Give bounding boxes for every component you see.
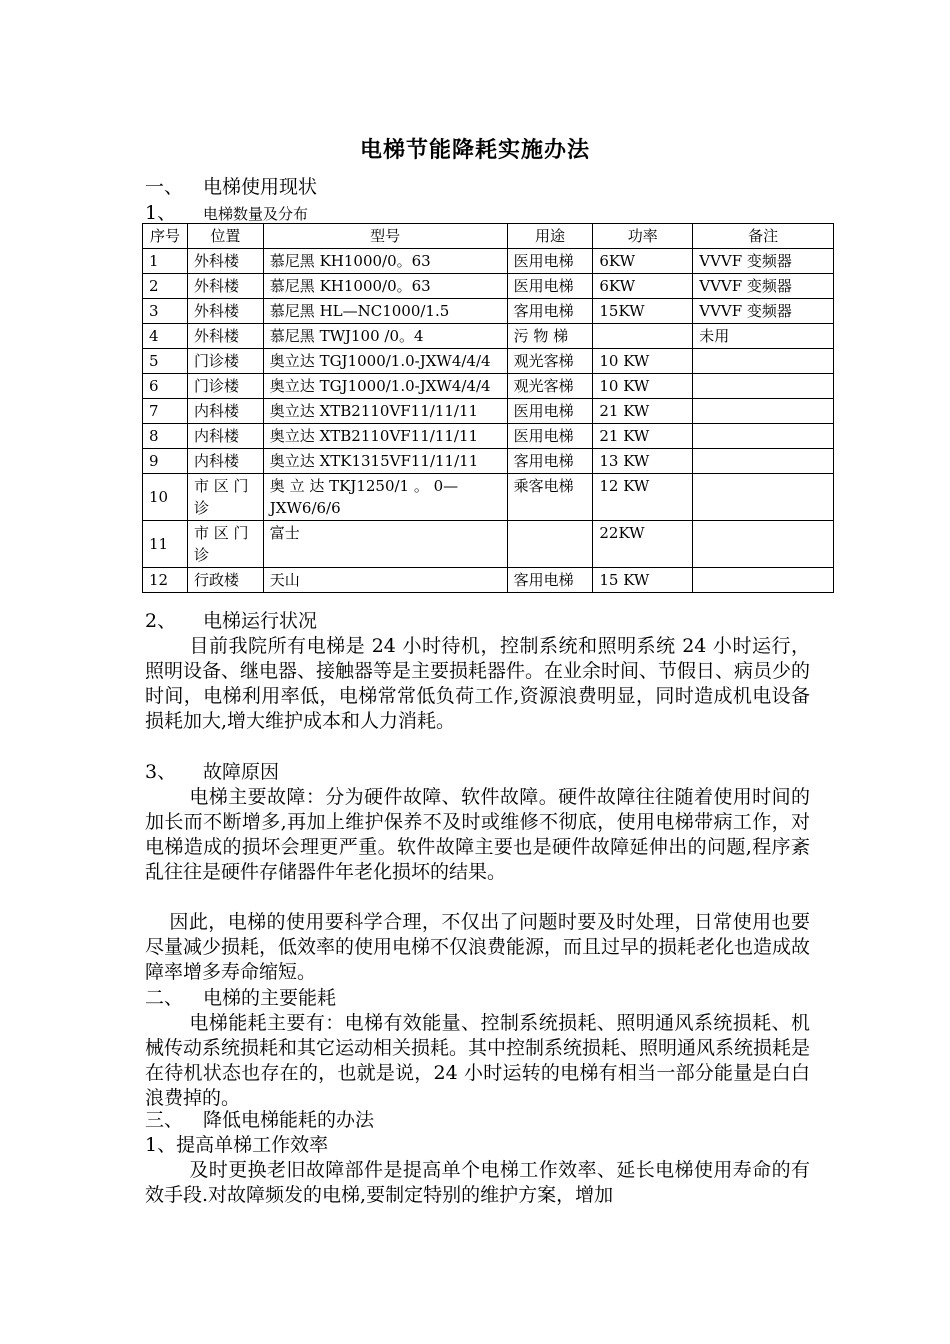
cell-remark (693, 449, 834, 474)
paragraph-text: 目前我院所有电梯是 24 小时待机，控制系统和照明系统 24 小时运行，照明设备、继电器、接触器等是主要损耗器件。在业余时间、节假日、病员少的时间，电梯利用率低，电梯常常低负荷工作,资源浪费明显，同时造成机电设备损耗加大,增大维护成本和人力消耗。 (145, 635, 811, 732)
table-row (143, 374, 834, 399)
subsection-number: 1、 (145, 202, 177, 224)
subsection-heading-1-2 (145, 608, 317, 634)
cell-number: 8 (143, 424, 188, 449)
paragraph-text: 及时更换老旧故障部件是提高单个电梯工作效率、延长电梯使用寿命的有效手段.对故障频发的电梯,要制定特别的维护方案，增加 (145, 1159, 810, 1206)
cell-remark (693, 399, 834, 424)
cell-number: 4 (143, 324, 188, 349)
cell-model: 慕尼黑 TWJ100 /0。4 (263, 324, 507, 349)
cell-model: 慕尼黑 KH1000/0。63 (263, 249, 507, 274)
table-row (143, 568, 834, 593)
header-cell: 位置 (187, 224, 263, 249)
subsection-label: 电梯数量及分布 (203, 205, 309, 223)
cell-number: 10 (143, 474, 188, 521)
table-header-row (143, 224, 834, 249)
cell-usage: 医用电梯 (507, 399, 593, 424)
paragraph-text: 因此，电梯的使用要科学合理，不仅出了问题时要及时处理，日常使用也要尽量减少损耗，低效率的使用电梯不仅浪费能源，而且过早的损耗老化也造成故障率增多寿命缩短。 (145, 911, 811, 983)
section-heading-2 (145, 985, 336, 1011)
table-row (143, 299, 834, 324)
cell-power: 6KW (593, 249, 693, 274)
cell-power: 6KW (593, 274, 693, 299)
cell-number: 7 (143, 399, 188, 424)
cell-number: 2 (143, 274, 188, 299)
cell-model: 慕尼黑 HL—NC1000/1.5 (263, 299, 507, 324)
table-row (143, 249, 834, 274)
cell-location: 内科楼 (187, 424, 263, 449)
cell-location: 外科楼 (187, 249, 263, 274)
section-label: 电梯使用现状 (203, 176, 318, 198)
cell-model: 奥立达 XTK1315VF11/11/11 (263, 449, 507, 474)
table-row (143, 349, 834, 374)
cell-number: 1 (143, 249, 188, 274)
paragraph-therefore (145, 910, 810, 985)
cell-number: 3 (143, 299, 188, 324)
header-cell: 型号 (263, 224, 507, 249)
cell-usage: 客用电梯 (507, 449, 593, 474)
cell-number: 9 (143, 449, 188, 474)
cell-usage: 医用电梯 (507, 249, 593, 274)
cell-location: 外科楼 (187, 299, 263, 324)
cell-remark: VVVF 变频器 (693, 274, 834, 299)
cell-location: 市 区 门 诊 (187, 521, 263, 568)
cell-model: 天山 (263, 568, 507, 593)
cell-power: 12 KW (593, 474, 693, 521)
cell-power: 21 KW (593, 399, 693, 424)
cell-power: 22KW (593, 521, 693, 568)
section-label: 降低电梯能耗的办法 (203, 1109, 375, 1131)
cell-model: 富士 (263, 521, 507, 568)
elevator-table (142, 223, 834, 593)
table-row (143, 274, 834, 299)
cell-power: 15KW (593, 299, 693, 324)
table-row (143, 474, 834, 521)
cell-model: 奥立达 TGJ1000/1.0-JXW4/4/4 (263, 374, 507, 399)
section-heading-1 (145, 174, 317, 200)
cell-location: 内科楼 (187, 449, 263, 474)
cell-model: 慕尼黑 KH1000/0。63 (263, 274, 507, 299)
cell-remark (693, 521, 834, 568)
document-title: 电梯节能降耗实施办法 (359, 137, 590, 163)
section-number: 一、 (145, 176, 184, 198)
table-row (143, 324, 834, 349)
paragraph-operation (145, 634, 810, 734)
cell-location: 内科楼 (187, 399, 263, 424)
subsection-label: 故障原因 (203, 761, 280, 783)
table-row (143, 424, 834, 449)
header-cell: 用途 (507, 224, 593, 249)
cell-power: 15 KW (593, 568, 693, 593)
cell-number: 5 (143, 349, 188, 374)
cell-remark (693, 568, 834, 593)
header-cell: 功率 (593, 224, 693, 249)
paragraph-energy (145, 1011, 810, 1111)
cell-usage: 客用电梯 (507, 568, 593, 593)
table-row (143, 449, 834, 474)
subsection-number: 3、 (145, 761, 177, 783)
cell-usage: 医用电梯 (507, 274, 593, 299)
cell-usage (507, 521, 593, 568)
cell-usage: 观光客梯 (507, 374, 593, 399)
cell-usage: 污 物 梯 (507, 324, 593, 349)
cell-power (593, 324, 693, 349)
cell-remark (693, 474, 834, 521)
header-cell: 序号 (143, 224, 188, 249)
cell-remark (693, 349, 834, 374)
cell-power: 13 KW (593, 449, 693, 474)
paragraph-faults (145, 785, 810, 885)
table-row (143, 399, 834, 424)
subsection-label: 1、提高单梯工作效率 (145, 1134, 329, 1156)
cell-number: 12 (143, 568, 188, 593)
section-number: 三、 (145, 1109, 184, 1131)
cell-model: 奥 立 达 TKJ1250/1 。 0—JXW6/6/6 (263, 474, 507, 521)
cell-usage: 医用电梯 (507, 424, 593, 449)
header-cell: 备注 (693, 224, 834, 249)
cell-model: 奥立达 XTB2110VF11/11/11 (263, 399, 507, 424)
cell-model: 奥立达 TGJ1000/1.0-JXW4/4/4 (263, 349, 507, 374)
paragraph-text: 电梯主要故障：分为硬件故障、软件故障。硬件故障往往随着使用时间的加长而不断增多,再加上维护保养不及时或维修不彻底，使用电梯带病工作，对电梯造成的损坏会理更严重。软件故障主要也是硬件故障延伸出的问题,程序紊乱往往是硬件存储器件年老化损坏的结果。 (145, 786, 810, 883)
cell-remark: 未用 (693, 324, 834, 349)
cell-remark: VVVF 变频器 (693, 249, 834, 274)
subsection-heading-1-3 (145, 759, 279, 785)
cell-location: 外科楼 (187, 274, 263, 299)
paragraph-text: 电梯能耗主要有：电梯有效能量、控制系统损耗、照明通风系统损耗、机械传动系统损耗和其它运动相关损耗。其中控制系统损耗、照明通风系统损耗是在待机状态也存在的，也就是说，24 小时运转的电梯有相当一部分能量是白白浪费掉的。 (145, 1012, 811, 1109)
cell-location: 行政楼 (187, 568, 263, 593)
cell-power: 10 KW (593, 349, 693, 374)
cell-remark (693, 374, 834, 399)
cell-power: 21 KW (593, 424, 693, 449)
section-heading-3 (145, 1107, 374, 1133)
cell-number: 6 (143, 374, 188, 399)
paragraph-efficiency (145, 1158, 810, 1208)
section-number: 二、 (145, 987, 184, 1009)
cell-usage: 客用电梯 (507, 299, 593, 324)
cell-usage: 观光客梯 (507, 349, 593, 374)
cell-location: 门诊楼 (187, 349, 263, 374)
cell-remark: VVVF 变频器 (693, 299, 834, 324)
table-row (143, 521, 834, 568)
cell-usage: 乘客电梯 (507, 474, 593, 521)
cell-location: 外科楼 (187, 324, 263, 349)
subsection-label: 电梯运行状况 (203, 610, 318, 632)
cell-number: 11 (143, 521, 188, 568)
cell-remark (693, 424, 834, 449)
subsection-heading-3-1 (145, 1132, 328, 1158)
cell-power: 10 KW (593, 374, 693, 399)
cell-location: 市 区 门 诊 (187, 474, 263, 521)
section-label: 电梯的主要能耗 (203, 987, 337, 1009)
subsection-number: 2、 (145, 610, 177, 632)
cell-location: 门诊楼 (187, 374, 263, 399)
cell-model: 奥立达 XTB2110VF11/11/11 (263, 424, 507, 449)
